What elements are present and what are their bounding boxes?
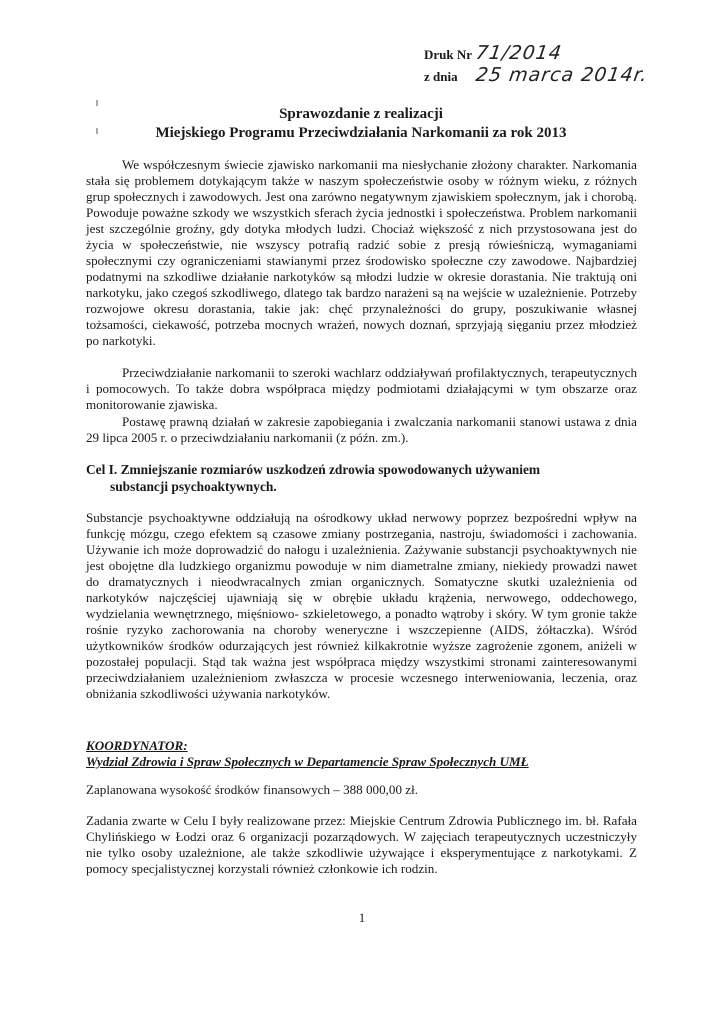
report-title-line2: Miejskiego Programu Przeciwdziałania Narkomanii za rok 2013 [155,125,567,141]
section-heading-cel1 [86,461,637,495]
funding-line: Zaplanowana wysokość środków finansowych – 388 000,00 zł. [86,782,419,797]
intro-paragraph-2: Przeciwdziałanie narkomanii to szeroki wachlarz oddziaływań profilaktycznych, terapeutycznych i pomocowych. To także dobra współpraca między podmiotami działającymi w tym obszarze oraz monitorowanie zjawiska. [86,365,637,412]
date-label: z dnia [424,69,458,84]
document-number-block [424,42,664,86]
coordinator-block [86,738,637,770]
report-title-line1: Sprawozdanie z realizacji [279,106,443,122]
intro-paragraph-3: Postawę prawną działań w zakresie zapobiegania i zwalczania narkomanii stanowi ustawa z dnia 29 lipca 2005 r. o przeciwdziałaniu narkomanii (z późn. zm.). [86,414,637,445]
coordinator-label: KOORDYNATOR: [86,738,188,753]
page-number: 1 [358,910,366,925]
section-heading-line1: Cel I. Zmniejszanie rozmiarów uszkodzeń zdrowia spowodowanych używaniem [86,462,541,477]
section-heading-line2: substancji psychoaktywnych. [110,479,277,494]
coordinator-value: Wydział Zdrowia i Spraw Społecznych w Departamencie Spraw Społecznych UMŁ [86,754,529,769]
cel1-body-paragraph: Substancje psychoaktywne oddziałują na ośrodkowy układ nerwowy poprzez bezpośredni wpływ na funkcję mózgu, czego efektem są czasowe zmiany postrzegania, nastroju, świadomości i zachowania. Używanie ich może doprowadzić do nałogu i uzależnienia. Zażywanie substancji psychoaktywnych nie jest obojętne dla ludzkiego organizmu powoduje w nim diametralne zmiany, niekiedy prowadzi nawet do dramatycznych i nieodwracalnych zmian organicznych. Somatyczne skutki uzależnienia od narkotyków najczęściej ujawniają się w obrębie układu krążenia, nerwowego, oddechowego, wydzielania wewnętrznego, mięśniowo- szkieletowego, a ponadto wątroby i skóry. W tym gronie także rośnie ryzyko zachorowania na choroby weneryczne i wszczepienne (AIDS, żółtaczka). Wśród użytkowników środków odurzających jest również kilkakrotnie wyższe zagrożenie zgonem, aniżeli w pozostałej populacji. Stąd tak ważna jest współpraca między wszystkimi stronami zainteresowanymi przeciwdziałaniem uzależnieniom zwłaszcza w procesie wczesnego interweniowania, leczenia, oraz obniżania szkodliwości używania narkotyków. [86,510,637,701]
druk-number-handwritten: 71/2014 [474,42,564,64]
druk-label: Druk Nr [424,47,473,62]
intro-paragraph-1: We współczesnym świecie zjawisko narkomanii ma niesłychanie złożony charakter. Narkomania stała się problemem dotykającym także w naszym społeczeństwie osoby w różnym wieku, z różnych grup społecznych i zawodowych. Jest ona zarówno negatywnym zjawiskiem społecznym, jak i chorobą. Powoduje poważne szkody we wszystkich sferach życia jednostki i społeczeństwa. Problem narkomanii jest szczególnie groźny, gdy dotyka młodych ludzi. Chociaż większość z nich przystosowana jest do życia w społeczeństwie, nie wszyscy potrafią radzić sobie z presją rówieśniczą, wymaganiami społecznymi czy ograniczeniami stawianymi przez środowisko społeczne czy zawodowe. Najbardziej podatnymi na szkodliwe działanie narkotyków są młodzi ludzie w okresie dorastania. Nie traktują oni narkotyku, jako czegoś szkodliwego, dlatego tak bardzo narażeni są na wejście w uzależnienie. Potrzeby rozwojowe okresu dorastania, takie jak: chęć przynależności do grupy, poszukiwanie własnej tożsamości, ciekawość, potrzeba mocnych wrażeń, nowych doznań, sprzyjają sięganiu przez młodzież po narkotyki. [86,157,637,348]
druk-date-line [424,64,664,86]
date-handwritten: 25 marca 2014r. [474,64,650,86]
druk-number-line [424,42,664,64]
tasks-paragraph: Zadania zwarte w Celu I były realizowane przez: Miejskie Centrum Zdrowia Publicznego im. bł. Rafała Chylińskiego w Łodzi oraz 6 organizacji pozarządowych. W zajęciach terapeutycznych uczestniczyły nie tylko osoby uzależnione, ale także szkodliwie używające i eksperymentujące z narkotykami. Z pomocy specjalistycznej korzystali również członkowie ich rodzin. [86,813,637,876]
